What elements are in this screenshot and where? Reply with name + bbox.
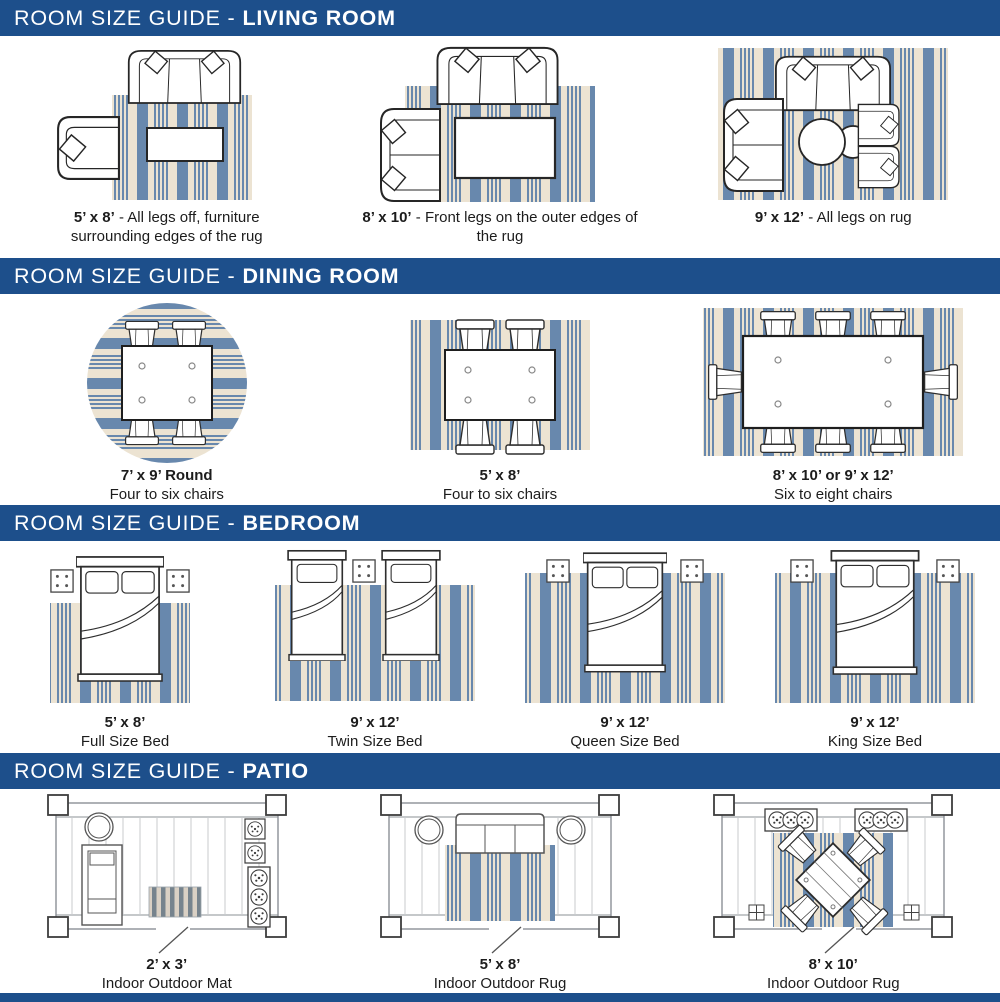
outdoor-sofa xyxy=(456,814,544,853)
header-room-name: BEDROOM xyxy=(242,510,361,535)
bedroom-row xyxy=(0,545,1000,752)
dining-5x8-cell xyxy=(334,298,667,505)
flower-box xyxy=(855,809,907,831)
bedroom-queen-cell xyxy=(500,545,750,752)
coffee-table xyxy=(455,118,555,178)
section-living-room xyxy=(0,0,1000,258)
patio-2x3-cell xyxy=(0,793,333,993)
dining-7x9-caption xyxy=(110,467,224,505)
nightstand xyxy=(51,570,73,592)
nightstand xyxy=(791,560,813,582)
flower-box xyxy=(765,809,817,831)
living-5x8-diagram xyxy=(17,40,317,208)
rug-size: 7’ x 9’ Round xyxy=(120,467,213,484)
rug-size: 5’ x 8’ xyxy=(479,956,521,973)
small-pot xyxy=(749,905,764,920)
section-header-dining-room xyxy=(0,258,1000,294)
header-room-name: LIVING ROOM xyxy=(242,5,396,30)
living-5x8-caption xyxy=(47,209,287,247)
patio-5x8-diagram xyxy=(350,793,650,955)
rug-desc: Indoor Outdoor Mat xyxy=(101,974,232,992)
nightstand xyxy=(353,560,375,582)
rug-size: 8’ x 10’ xyxy=(808,956,858,973)
section-bedroom xyxy=(0,505,1000,753)
patio-row xyxy=(0,793,1000,993)
nightstand xyxy=(547,560,569,582)
living-9x12-diagram xyxy=(683,40,983,208)
rug-size: 9’ x 12’ xyxy=(850,714,900,731)
section-dining-room xyxy=(0,258,1000,505)
armchair xyxy=(859,104,900,145)
living-8x10-cell xyxy=(334,40,667,247)
rug-desc: - Front legs on the outer edges of the rug xyxy=(415,209,638,245)
armchair xyxy=(58,117,119,179)
header-prefix: ROOM SIZE GUIDE - xyxy=(14,5,236,30)
twin-bed xyxy=(288,551,346,661)
bedroom-king-diagram xyxy=(750,545,1000,713)
rug-size: 5’ x 8’ xyxy=(479,467,521,484)
dining-table xyxy=(743,336,923,428)
header-prefix: ROOM SIZE GUIDE - xyxy=(14,263,236,288)
round-table xyxy=(557,816,585,844)
dining-room-row xyxy=(0,298,1000,505)
bedroom-full-cell xyxy=(0,545,250,752)
dining-7x9-round-diagram xyxy=(17,298,317,466)
rug-size: 9’ x 12’ xyxy=(754,209,805,226)
coffee-table xyxy=(147,128,223,161)
bedroom-twin-cell xyxy=(250,545,500,752)
dining-5x8-diagram xyxy=(350,298,650,466)
dining-8x10-caption xyxy=(773,467,894,505)
rug-size: 2’ x 3’ xyxy=(146,956,188,973)
dining-table xyxy=(445,350,555,420)
footer-bar xyxy=(0,993,1000,1002)
full-bed xyxy=(76,557,164,681)
small-pot xyxy=(904,905,919,920)
section-header-living-room xyxy=(0,0,1000,36)
patio-5x8-cell xyxy=(334,793,667,993)
rug-size: 8’ x 10’ or 9’ x 12’ xyxy=(772,467,894,484)
rug-desc: Four to six chairs xyxy=(442,485,558,503)
living-8x10-caption xyxy=(355,209,645,247)
bedroom-twin-diagram xyxy=(250,545,500,713)
armchair xyxy=(859,146,900,187)
patio-5x8-caption xyxy=(434,956,567,993)
rug-desc: Indoor Outdoor Rug xyxy=(433,974,567,992)
living-8x10-diagram xyxy=(350,40,650,208)
dining-8x10-diagram xyxy=(683,298,983,466)
loveseat xyxy=(381,109,440,201)
bedroom-full-caption xyxy=(81,714,169,752)
sofa xyxy=(129,51,240,103)
section-header-patio xyxy=(0,753,1000,789)
patio-8x10-cell xyxy=(667,793,1000,993)
patio-8x10-diagram xyxy=(683,793,983,955)
living-5x8-cell xyxy=(0,40,333,247)
dining-7x9-cell xyxy=(0,298,333,505)
rug-size: 5’ x 8’ xyxy=(104,714,146,731)
rug-desc: - All legs on rug xyxy=(808,209,912,226)
patio-2x3-diagram xyxy=(17,793,317,955)
bedroom-queen-caption xyxy=(570,714,679,752)
header-room-name: PATIO xyxy=(242,758,309,783)
nightstand xyxy=(681,560,703,582)
dining-table xyxy=(122,346,212,420)
bedroom-king-cell xyxy=(750,545,1000,752)
king-bed xyxy=(831,551,918,674)
rug-desc: Queen Size Bed xyxy=(570,732,680,750)
rug-size: 9’ x 12’ xyxy=(600,714,650,731)
round-table xyxy=(415,816,443,844)
striped-mat xyxy=(149,887,201,917)
rug-desc: Six to eight chairs xyxy=(774,485,893,503)
rug-desc: Twin Size Bed xyxy=(327,732,423,750)
patio-2x3-caption xyxy=(102,956,232,993)
rug-size: 5’ x 8’ xyxy=(73,209,115,226)
section-header-bedroom xyxy=(0,505,1000,541)
bedroom-full-diagram xyxy=(0,545,250,713)
queen-bed xyxy=(583,553,667,672)
header-prefix: ROOM SIZE GUIDE - xyxy=(14,758,236,783)
rug-desc: King Size Bed xyxy=(827,732,923,750)
rug-size: 8’ x 10’ xyxy=(362,209,412,226)
living-9x12-cell xyxy=(667,40,1000,228)
rug xyxy=(445,845,555,921)
living-room-row xyxy=(0,40,1000,247)
rug-size: 9’ x 12’ xyxy=(350,714,400,731)
twin-bed xyxy=(382,551,440,661)
sofa xyxy=(776,57,890,110)
rug-desc: Four to six chairs xyxy=(109,485,224,503)
dining-8x10-cell xyxy=(667,298,1000,505)
rug-desc: Full Size Bed xyxy=(80,732,170,750)
nightstand xyxy=(937,560,959,582)
nightstand xyxy=(167,570,189,592)
section-patio xyxy=(0,753,1000,993)
sofa xyxy=(437,48,557,104)
bedroom-king-caption xyxy=(828,714,922,752)
patio-8x10-caption xyxy=(767,956,900,993)
rug-desc: - All legs off, furniture surrounding edges of the rug xyxy=(70,209,263,245)
bedroom-queen-diagram xyxy=(500,545,750,713)
round-coffee-table xyxy=(799,119,845,165)
lounge-chair xyxy=(82,845,122,925)
dining-5x8-caption xyxy=(443,467,557,505)
header-room-name: DINING ROOM xyxy=(242,263,400,288)
round-table xyxy=(85,813,113,841)
header-prefix: ROOM SIZE GUIDE - xyxy=(14,510,236,535)
living-9x12-caption xyxy=(755,209,912,228)
loveseat xyxy=(724,99,783,191)
bedroom-twin-caption xyxy=(327,714,422,752)
rug-desc: Indoor Outdoor Rug xyxy=(766,974,900,992)
